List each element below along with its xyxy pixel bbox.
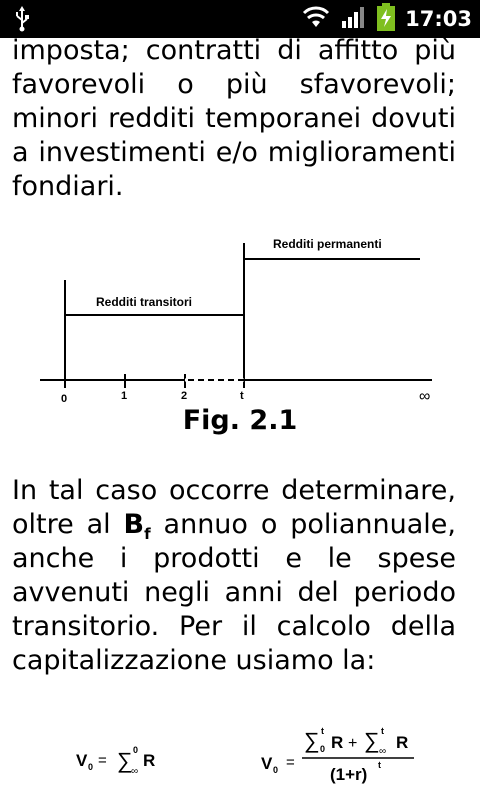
text-line: transitorio. Per il calcolo della (12, 611, 456, 642)
bf-symbol: B (123, 509, 145, 540)
text-fragment: annuo o poliannuale, (150, 509, 456, 540)
income-diagram (0, 235, 480, 410)
f2-r2: R (396, 733, 409, 752)
capitalization-formulas (0, 715, 480, 800)
tick-label-infinity: ∞ (419, 388, 431, 405)
formula-2 (261, 726, 414, 784)
f2-v-sub: 0 (273, 765, 279, 775)
f2-sum2-bottom: ∞ (379, 746, 387, 757)
formula-1 (76, 745, 155, 777)
f1-r: R (143, 751, 156, 770)
f2-sum1-top: t (321, 726, 324, 736)
tick-label-0: 0 (61, 393, 68, 405)
sum-symbol: ∑ (117, 748, 133, 773)
paragraph-2 (12, 474, 456, 678)
f2-sum2-top: t (381, 726, 384, 736)
f2-equals: = (286, 754, 295, 771)
usb-icon (14, 6, 30, 36)
f2-denominator: (1+r) (330, 765, 368, 784)
text-line: minori redditi temporanei dovuti (12, 103, 456, 134)
text-line (12, 508, 456, 542)
f1-v: V (76, 751, 88, 770)
text-line: imposta; contratti di affitto più (12, 35, 456, 66)
sum-symbol: ∑ (364, 728, 380, 753)
tick-label-2: 2 (181, 390, 188, 402)
figure-caption: Fig. 2.1 (182, 405, 298, 436)
f1-v-sub: 0 (88, 762, 94, 772)
f1-equals: = (98, 752, 107, 769)
bf-subscript: f (144, 525, 151, 543)
battery-charging-icon (377, 3, 395, 35)
f2-den-exp: t (378, 760, 381, 770)
tick-label-t: t (240, 390, 244, 402)
status-bar (0, 0, 480, 38)
clock: 17:03 (405, 7, 472, 31)
text-line: favorevoli o più sfavorevoli; (12, 69, 456, 100)
text-line: anche i prodotti e le spese (12, 543, 456, 574)
sum-symbol: ∑ (304, 728, 320, 753)
label-transitory: Redditi transitori (96, 295, 193, 309)
label-permanent: Redditi permanenti (273, 237, 382, 251)
f2-v: V (261, 754, 273, 773)
text-line: In tal caso occorre determinare, (12, 475, 456, 506)
f1-sum-top: 0 (133, 745, 139, 755)
text-fragment: oltre al (12, 509, 124, 540)
text-line: capitalizzazione usiamo la: (12, 645, 376, 676)
text-line: fondiari. (12, 171, 124, 202)
f2-sum1-bottom: 0 (320, 744, 326, 754)
f2-plus: + (348, 735, 358, 752)
wifi-icon (301, 5, 331, 33)
signal-icon (341, 5, 367, 33)
paragraph-1 (12, 34, 456, 204)
text-line: avvenuti negli anni del periodo (12, 577, 456, 608)
f1-sum-bottom: ∞ (131, 766, 139, 777)
f2-r1: R (331, 733, 344, 752)
text-line: a investimenti e/o miglioramenti (12, 137, 456, 168)
tick-label-1: 1 (121, 390, 128, 402)
